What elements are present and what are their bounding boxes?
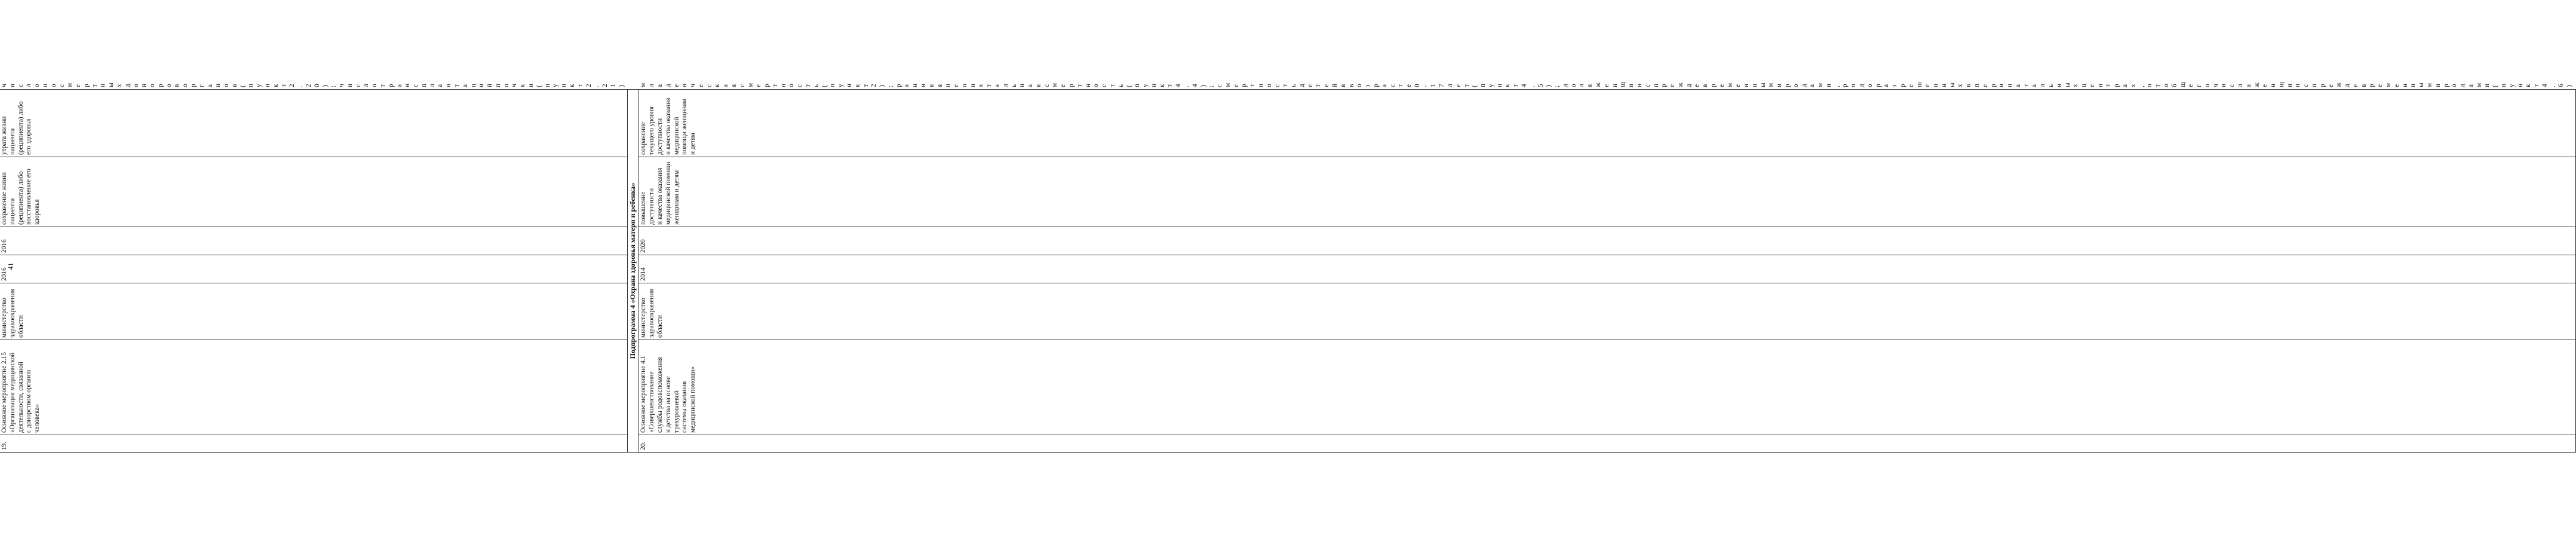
page-number: 41	[6, 262, 15, 270]
expected-result: повышение доступности и качества оказания медицинской помощи женщинам и детям	[638, 157, 2576, 227]
rotated-page	[1, 18, 2574, 523]
measure-name: Основное мероприятие 4.1 «Совершенствование службы родовспоможения и детства на основе трехуровневой системы оказания медицинской помощи»	[638, 340, 2576, 435]
table-row: 20. Основное мероприятие 4.1 «Совершенствование службы родовспоможения и детства на основе трехуровневой системы оказания медицинской помощи» министерство здравоохранения области 2014 2020 повышение доступности и качества оказания медицинской помощи женщинам и детям сохранение текущего уровня доступности и качества оказания медицинской помощи женщинам и детям младенческая смертность (пункт 2); ранняя неонатальная смертность (пункт 4.4); смертность детей в возрасте 0-17 лет (пункт 4.5); доля женщин с преждевременными родами, родоразрешенных в перинатальных центрах, от общего числа женщин с преждевременными родами (пункт 4.6)	[638, 89, 2576, 452]
table-row: 19. Основное мероприятие 2.15 «Организация медицинской деятельности, связанной с донорством органов человека» министерство здравоохранения области 2016 2016 сохранение жизни пациента (реципиента) либо восстановление его здоровья утрата жизни пациента (реципиента) либо его здоровья число посмертных доноров органов (пункт 2.20); число трансплантаций почки (пункт 2.21)	[0, 89, 628, 452]
executor: министерство здравоохранения области	[0, 283, 628, 340]
subprogram-title: Подпрограмма 4 «Охрана здоровья матери и ребенка»	[628, 89, 638, 452]
year-start: 2014	[638, 255, 2576, 283]
row-number: 20.	[638, 435, 2576, 452]
non-implementation-consequences: сохранение текущего уровня доступности и качества оказания медицинской помощи женщинам и детям	[638, 89, 2576, 157]
non-implementation-consequences: утрата жизни пациента (реципиента) либо его здоровья	[0, 89, 628, 157]
expected-result: сохранение жизни пациента (реципиента) либо восстановление его здоровья	[0, 157, 628, 227]
subprogram-heading-row	[628, 89, 638, 452]
row-number: 19.	[0, 435, 628, 452]
executor: министерство здравоохранения области	[638, 283, 2576, 340]
year-start: 2016	[0, 255, 628, 283]
year-end: 2016	[0, 227, 628, 255]
measure-name: Основное мероприятие 2.15 «Организация медицинской деятельности, связанной с донорством органов человека»	[0, 340, 628, 435]
year-end: 2020	[638, 227, 2576, 255]
measures-table	[0, 81, 2576, 453]
